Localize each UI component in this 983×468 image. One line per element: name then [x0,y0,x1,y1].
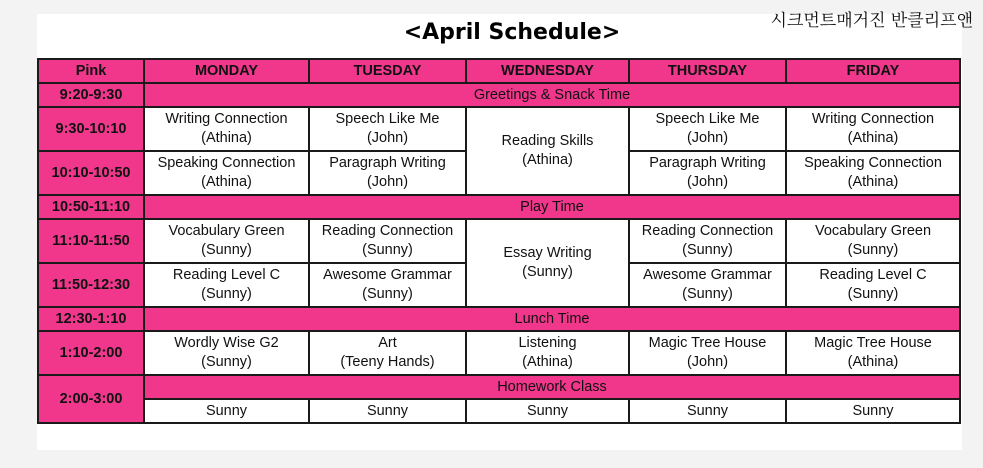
class-name: Paragraph Writing [329,155,446,171]
class-cell [144,107,309,151]
activity-band: Lunch Time [144,307,960,331]
class-name: Listening [518,335,577,351]
class-teacher: (Athina) [847,174,899,190]
time-slot: 10:50-11:10 [38,195,144,219]
class-cell [144,151,309,195]
class-cell [786,263,960,307]
class-cell [629,151,786,195]
schedule-row [38,107,960,151]
class-name: Speech Like Me [655,111,760,127]
class-name: Speaking Connection [157,155,296,171]
class-teacher: (Sunny) [682,286,733,302]
class-name: Reading Connection [641,223,774,239]
class-teacher: (Athina) [201,130,252,146]
class-cell [309,107,466,151]
class-cell [309,331,466,375]
class-cell [786,151,960,195]
class-name: Speech Like Me [335,111,440,127]
class-teacher: (Sunny) [362,242,413,258]
activity-band: Homework Class [144,375,960,399]
activity-band: Greetings & Snack Time [144,83,960,107]
corner-label: Pink [38,59,144,83]
class-name: Magic Tree House [648,335,767,351]
class-cell [786,219,960,263]
schedule-row [38,375,960,399]
class-name: Reading Skills [501,133,594,149]
class-teacher: (John) [686,354,729,370]
class-teacher: (Athina) [847,354,899,370]
class-cell [466,219,629,307]
class-name: Art [378,335,397,351]
time-slot: 9:30-10:10 [38,107,144,151]
class-cell [629,263,786,307]
class-cell [629,219,786,263]
class-teacher: (Sunny) [682,242,733,258]
teacher-cell: Sunny [629,399,786,423]
class-name: Vocabulary Green [814,223,932,239]
time-slot: 12:30-1:10 [38,307,144,331]
class-teacher: (Athina) [847,130,899,146]
class-cell [629,331,786,375]
class-teacher: (Sunny) [362,286,413,302]
class-cell [466,107,629,195]
class-cell [144,331,309,375]
teacher-cell: Sunny [466,399,629,423]
class-name: Vocabulary Green [168,223,285,239]
time-slot: 10:10-10:50 [38,151,144,195]
class-name: Reading Connection [321,223,454,239]
class-teacher: (John) [366,130,409,146]
class-name: Paragraph Writing [649,155,766,171]
schedule-row [38,331,960,375]
class-name: Magic Tree House [814,335,932,351]
time-slot: 11:10-11:50 [38,219,144,263]
teacher-cell: Sunny [309,399,466,423]
watermark-text: 시크먼트매거진 반클리프앤 [770,11,973,31]
class-teacher: (Sunny) [522,264,573,280]
time-slot: 11:50-12:30 [38,263,144,307]
class-cell [144,219,309,263]
time-slot: 2:00-3:00 [38,375,144,423]
time-slot: 9:20-9:30 [38,83,144,107]
class-cell [786,107,960,151]
class-teacher: (Sunny) [847,286,899,302]
class-name: Speaking Connection [804,155,942,171]
class-cell [309,151,466,195]
class-teacher: (Sunny) [847,242,899,258]
activity-band: Play Time [144,195,960,219]
class-cell [309,219,466,263]
schedule-row [38,219,960,263]
class-name: Essay Writing [503,245,592,261]
class-teacher: (John) [686,174,729,190]
class-teacher: (John) [366,174,409,190]
class-teacher: (Athina) [522,354,573,370]
schedule-row [38,399,960,423]
time-slot: 1:10-2:00 [38,331,144,375]
class-name: Awesome Grammar [643,267,772,283]
day-header-tuesday: TUESDAY [309,59,466,83]
teacher-cell: Sunny [786,399,960,423]
class-name: Reading Level C [172,267,281,283]
schedule-row [38,195,960,219]
schedule-table [37,58,961,424]
schedule-row [38,307,960,331]
class-teacher: (Athina) [201,174,252,190]
page-title: <April Schedule> [403,20,621,45]
class-name: Reading Level C [819,267,927,283]
day-header-friday: FRIDAY [786,59,960,83]
class-cell [144,263,309,307]
class-name: Wordly Wise G2 [174,335,279,351]
day-header-wednesday: WEDNESDAY [466,59,629,83]
day-header-thursday: THURSDAY [629,59,786,83]
schedule-row [38,83,960,107]
header-row [38,59,960,83]
class-teacher: (Sunny) [201,286,252,302]
class-cell [309,263,466,307]
class-teacher: (John) [686,130,729,146]
class-cell [786,331,960,375]
class-name: Writing Connection [811,111,935,127]
class-teacher: (Sunny) [201,242,252,258]
class-cell [629,107,786,151]
class-name: Writing Connection [165,111,288,127]
day-header-monday: MONDAY [144,59,309,83]
class-name: Awesome Grammar [323,267,452,283]
class-teacher: (Sunny) [201,354,252,370]
class-cell [466,331,629,375]
teacher-cell: Sunny [144,399,309,423]
class-teacher: (Teeny Hands) [340,354,435,370]
class-teacher: (Athina) [522,152,573,168]
